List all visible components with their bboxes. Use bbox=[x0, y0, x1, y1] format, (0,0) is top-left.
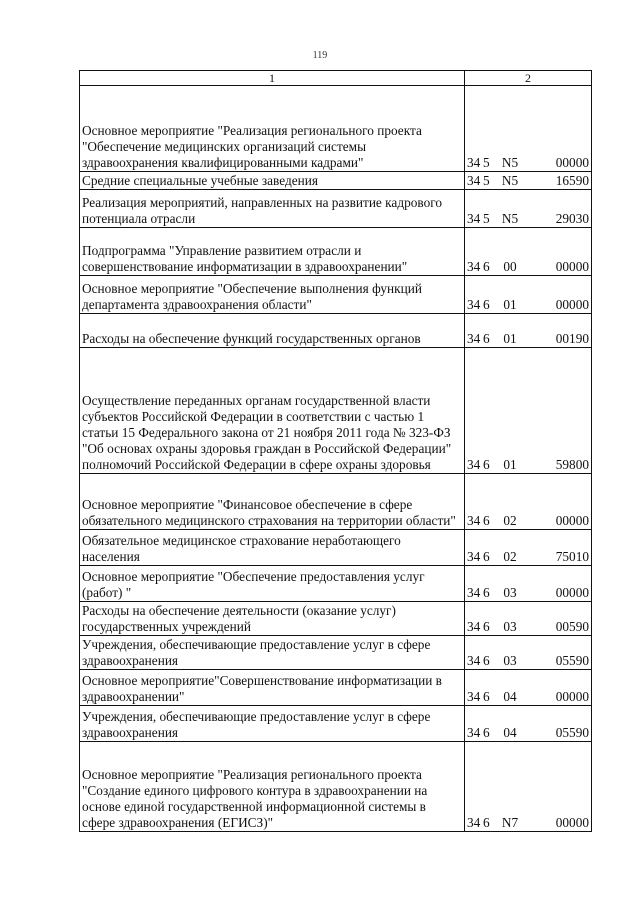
table-row bbox=[80, 742, 592, 832]
row-description: Основное мероприятие "Обеспечение выполнения функций департамента здравоохранения области" bbox=[80, 276, 465, 314]
code-program: 34 bbox=[467, 725, 481, 740]
code-event: 04 bbox=[503, 725, 517, 740]
code-subprogram: 5 bbox=[483, 173, 490, 188]
code-program: 34 bbox=[467, 653, 481, 668]
row-code bbox=[465, 636, 592, 670]
table-row bbox=[80, 276, 592, 314]
code-program: 34 bbox=[467, 457, 481, 472]
code-subprogram: 6 bbox=[483, 549, 490, 564]
row-code bbox=[465, 742, 592, 832]
row-description: Основное мероприятие"Совершенствование информатизации в здравоохранении" bbox=[80, 670, 465, 706]
code-program: 34 bbox=[467, 585, 481, 600]
code-event: 03 bbox=[503, 653, 517, 668]
table-row bbox=[80, 172, 592, 190]
code-program: 34 bbox=[467, 259, 481, 274]
code-event: 01 bbox=[503, 457, 517, 472]
code-subprogram: 6 bbox=[483, 259, 490, 274]
code-subprogram: 6 bbox=[483, 331, 490, 346]
code-direction: 00000 bbox=[555, 689, 589, 704]
code-direction: 59800 bbox=[555, 457, 589, 472]
table-row bbox=[80, 706, 592, 742]
row-code bbox=[465, 530, 592, 566]
table-header-row bbox=[80, 71, 592, 86]
code-event: 02 bbox=[503, 549, 517, 564]
table-row bbox=[80, 602, 592, 636]
code-event: N5 bbox=[501, 211, 519, 226]
code-event: 01 bbox=[503, 297, 517, 312]
code-direction: 16590 bbox=[555, 173, 589, 188]
code-program: 34 bbox=[467, 815, 481, 830]
row-code bbox=[465, 276, 592, 314]
row-description: Расходы на обеспечение деятельности (оказание услуг) государственных учреждений bbox=[80, 602, 465, 636]
code-program: 34 bbox=[467, 297, 481, 312]
code-event: 03 bbox=[503, 585, 517, 600]
code-event: 02 bbox=[503, 513, 517, 528]
code-direction: 00000 bbox=[555, 155, 589, 170]
code-subprogram: 6 bbox=[483, 585, 490, 600]
row-description: Реализация мероприятий, направленных на развитие кадрового потенциала отрасли bbox=[80, 190, 465, 228]
code-direction: 00190 bbox=[555, 331, 589, 346]
row-code bbox=[465, 86, 592, 172]
code-event: 03 bbox=[503, 619, 517, 634]
row-code bbox=[465, 190, 592, 228]
code-event: N7 bbox=[501, 815, 519, 830]
code-direction: 00000 bbox=[555, 259, 589, 274]
table-row bbox=[80, 566, 592, 602]
code-subprogram: 6 bbox=[483, 619, 490, 634]
code-direction: 00000 bbox=[555, 815, 589, 830]
row-description: Средние специальные учебные заведения bbox=[80, 172, 465, 190]
code-event: N5 bbox=[501, 173, 519, 188]
row-description: Основное мероприятие "Реализация регионального проекта "Создание единого цифрового контура в здравоохранении на основе единой государственной информационной системы в сфере здравоохранения (ЕГИСЗ)" bbox=[80, 742, 465, 832]
code-program: 34 bbox=[467, 155, 481, 170]
row-description: Основное мероприятие "Обеспечение предоставления услуг (работ) " bbox=[80, 566, 465, 602]
row-code bbox=[465, 566, 592, 602]
page-number: 119 bbox=[312, 50, 328, 61]
code-subprogram: 6 bbox=[483, 513, 490, 528]
row-description: Осуществление переданных органам государственной власти субъектов Российской Федерации в соответствии с частью 1 статьи 15 Федерального закона от 21 ноября 2011 года № 323-ФЗ "Об основах охраны здоровья граждан в Российской Федерации" полномочий Российской Федерации в сфере охраны здоровья bbox=[80, 348, 465, 474]
row-code bbox=[465, 706, 592, 742]
code-event: 01 bbox=[503, 331, 517, 346]
code-direction: 00000 bbox=[555, 513, 589, 528]
row-description: Подпрограмма "Управление развитием отрасли и совершенствование информатизации в здравоохранении" bbox=[80, 228, 465, 276]
code-subprogram: 5 bbox=[483, 211, 490, 226]
row-code bbox=[465, 602, 592, 636]
code-program: 34 bbox=[467, 331, 481, 346]
code-direction: 00000 bbox=[555, 585, 589, 600]
code-event: 00 bbox=[503, 259, 517, 274]
code-subprogram: 6 bbox=[483, 653, 490, 668]
table-row bbox=[80, 86, 592, 172]
table-row bbox=[80, 530, 592, 566]
row-code bbox=[465, 314, 592, 348]
row-description: Расходы на обеспечение функций государственных органов bbox=[80, 314, 465, 348]
code-program: 34 bbox=[467, 689, 481, 704]
code-subprogram: 6 bbox=[483, 457, 490, 472]
code-subprogram: 6 bbox=[483, 725, 490, 740]
row-description: Основное мероприятие "Реализация регионального проекта "Обеспечение медицинских организаций системы здравоохранения квалифицированными кадрами" bbox=[80, 86, 465, 172]
code-subprogram: 6 bbox=[483, 689, 490, 704]
code-direction: 29030 bbox=[555, 211, 589, 226]
table-row bbox=[80, 348, 592, 474]
code-program: 34 bbox=[467, 211, 481, 226]
table-row bbox=[80, 474, 592, 530]
column-header-code: 2 bbox=[465, 71, 592, 86]
budget-classification-table bbox=[79, 70, 592, 832]
column-header-description: 1 bbox=[80, 71, 465, 86]
table-row bbox=[80, 636, 592, 670]
code-event: N5 bbox=[501, 155, 519, 170]
table-row bbox=[80, 314, 592, 348]
row-description: Учреждения, обеспечивающие предоставление услуг в сфере здравоохранения bbox=[80, 636, 465, 670]
row-code bbox=[465, 348, 592, 474]
code-direction: 05590 bbox=[555, 725, 589, 740]
row-description: Обязательное медицинское страхование неработающего населения bbox=[80, 530, 465, 566]
code-subprogram: 6 bbox=[483, 815, 490, 830]
table-row bbox=[80, 670, 592, 706]
table-row bbox=[80, 190, 592, 228]
table-row bbox=[80, 228, 592, 276]
code-direction: 75010 bbox=[555, 549, 589, 564]
code-direction: 05590 bbox=[555, 653, 589, 668]
code-subprogram: 6 bbox=[483, 297, 490, 312]
code-event: 04 bbox=[503, 689, 517, 704]
code-subprogram: 5 bbox=[483, 155, 490, 170]
code-direction: 00000 bbox=[555, 297, 589, 312]
row-code bbox=[465, 172, 592, 190]
row-description: Основное мероприятие "Финансовое обеспечение в сфере обязательного медицинского страхования на территории области" bbox=[80, 474, 465, 530]
row-code bbox=[465, 474, 592, 530]
code-program: 34 bbox=[467, 549, 481, 564]
row-code bbox=[465, 670, 592, 706]
code-direction: 00590 bbox=[555, 619, 589, 634]
code-program: 34 bbox=[467, 619, 481, 634]
row-code bbox=[465, 228, 592, 276]
row-description: Учреждения, обеспечивающие предоставление услуг в сфере здравоохранения bbox=[80, 706, 465, 742]
code-program: 34 bbox=[467, 513, 481, 528]
code-program: 34 bbox=[467, 173, 481, 188]
